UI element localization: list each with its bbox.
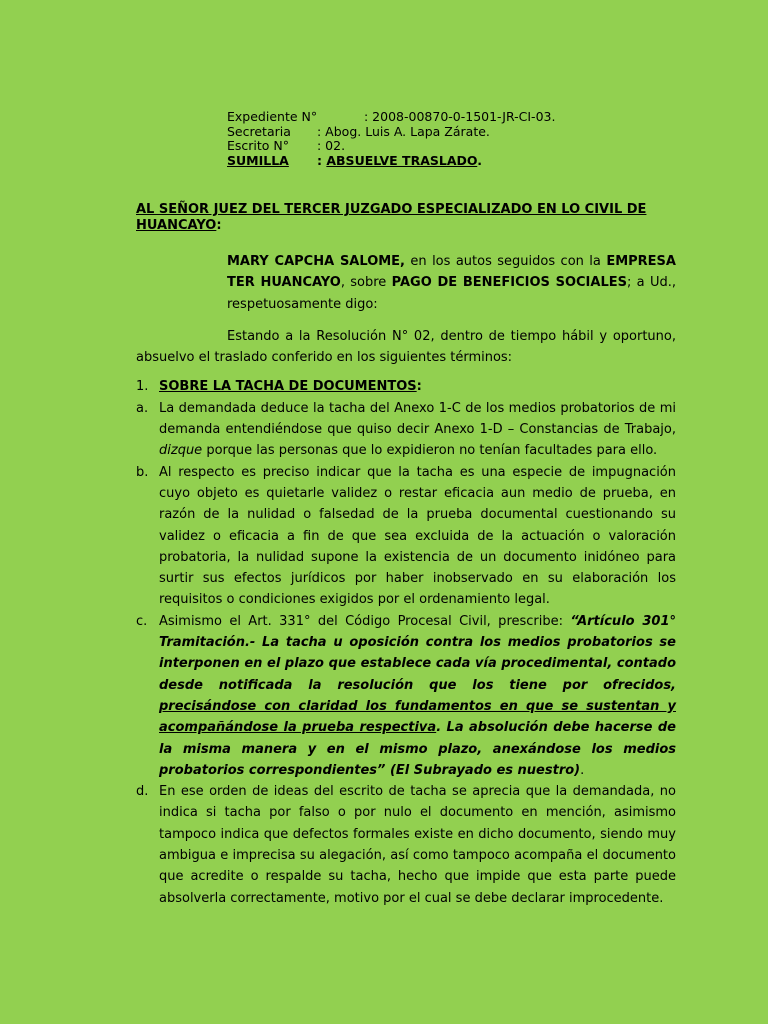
item-b-label: b. xyxy=(136,464,149,480)
statement-paragraph: Estando a la Resolución N° 02, dentro de tiempo hábil y oportuno, absuelvo el traslado conferido en los siguientes términos: xyxy=(136,328,676,366)
item-c-text-1: Asimismo el Art. 331° del Código Procesal Civil, prescribe: xyxy=(159,613,571,629)
section-title: SOBRE LA TACHA DE DOCUMENTOS xyxy=(159,379,417,395)
section-number: 1. xyxy=(136,379,149,395)
item-a-label: a. xyxy=(136,400,149,416)
item-c-end: . xyxy=(580,762,585,778)
sumilla-label: SUMILLA xyxy=(227,152,289,168)
item-c-label: c. xyxy=(136,613,148,629)
item-a-dizque: dizque xyxy=(159,443,203,459)
intro-text-1: en los autos seguidos con la xyxy=(405,254,607,269)
addressee-colon: : xyxy=(216,218,222,233)
item-c-quote-2: . La absolución debe hacerse de la misma manera y en el mismo plazo, anexándose los medios probatorios correspondientes” (El Subrayado es nuestro) xyxy=(159,720,676,778)
sumilla-row xyxy=(227,154,555,169)
list-item-b xyxy=(136,462,676,611)
intro-paragraph xyxy=(136,251,676,315)
sumilla-end: . xyxy=(477,152,483,168)
section-1-heading xyxy=(136,376,676,397)
document-body xyxy=(136,251,676,909)
expediente-row xyxy=(227,110,555,125)
item-d-label: d. xyxy=(136,784,149,800)
escrito-label: Escrito N° xyxy=(227,138,290,153)
plaintiff-name: MARY CAPCHA SALOME, xyxy=(227,254,405,269)
addressee-text: AL SEÑOR JUEZ DEL TERCER JUZGADO ESPECIALIZADO EN LO CIVIL DE HUANCAYO xyxy=(136,202,647,233)
sumilla-colon: : xyxy=(317,152,322,168)
secretaria-row xyxy=(227,125,555,140)
item-d-text: En ese orden de ideas del escrito de tacha se aprecia que la demandada, no indica si tacha por falso o por nulo el documento en mención, asimismo tampoco indica que defectos formales existe en dicho documento, siendo muy ambigua e imprecisa su alegación, así como tampoco acompaña el documento que acredite o respalde su tacha, hecho que impide que esta parte puede absolverla correctamente, motivo por el cual se debe declarar improcedente. xyxy=(159,784,676,906)
intro-text-2: , sobre xyxy=(340,275,392,291)
item-c-quote-underlined: precisándose con claridad los fundamentos en que se sustentan y acompañándose la prueba respectiva xyxy=(159,698,676,736)
list-item-a xyxy=(136,398,676,462)
expediente-label: Expediente N° xyxy=(227,109,318,124)
company-name: EMPRESA TER HUANCAYO xyxy=(227,254,676,291)
item-b-text: Al respecto es preciso indicar que la tacha es una especie de impugnación cuyo objeto es quietarle validez o restar eficacia aun medio de prueba, en razón de la nulidad o falsedad de la prueba documental cuestionando su validez o eficacia a fin de que sea excluida de la actuación o valoración probatoria, la nulidad supone la existencia de un documento inidóneo para surtir sus efectos jurídicos por haber inobservado en su elaboración los requisitos o condiciones exigidos por el ordenamiento legal. xyxy=(159,464,676,608)
secretaria-label: Secretaria xyxy=(227,123,291,139)
escrito-value: : 02. xyxy=(317,138,346,153)
item-c-quote-1: “Artículo 301° Tramitación.- La tacha u oposición contra los medios probatorios se interponen en el plazo que establece cada vía procedimental, contado desde notificada la resolución que los tiene por ofrecidos, xyxy=(159,613,676,693)
addressee-heading xyxy=(136,202,676,234)
sumilla-value: ABSUELVE TRASLADO xyxy=(326,152,478,168)
case-header xyxy=(227,110,555,168)
list-item-c xyxy=(136,611,676,781)
section-colon: : xyxy=(416,379,422,395)
list-item-d xyxy=(136,781,676,909)
intro-text-3: ; a Ud., respetuosamente digo: xyxy=(227,275,676,312)
secretaria-value: : Abog. Luis A. Lapa Zárate. xyxy=(317,123,490,139)
expediente-value: : 2008-00870-0-1501-JR-CI-03. xyxy=(364,109,556,124)
matter-name: PAGO DE BENEFICIOS SOCIALES xyxy=(391,275,627,291)
escrito-row xyxy=(227,139,555,154)
item-a-text-2: porque las personas que lo expidieron no tenían facultades para ello. xyxy=(202,443,658,459)
item-a-text-1: La demandada deduce la tacha del Anexo 1-C de los medios probatorios de mi demanda entendiéndose que quiso decir Anexo 1-D – Constancias de Trabajo, xyxy=(159,400,676,438)
